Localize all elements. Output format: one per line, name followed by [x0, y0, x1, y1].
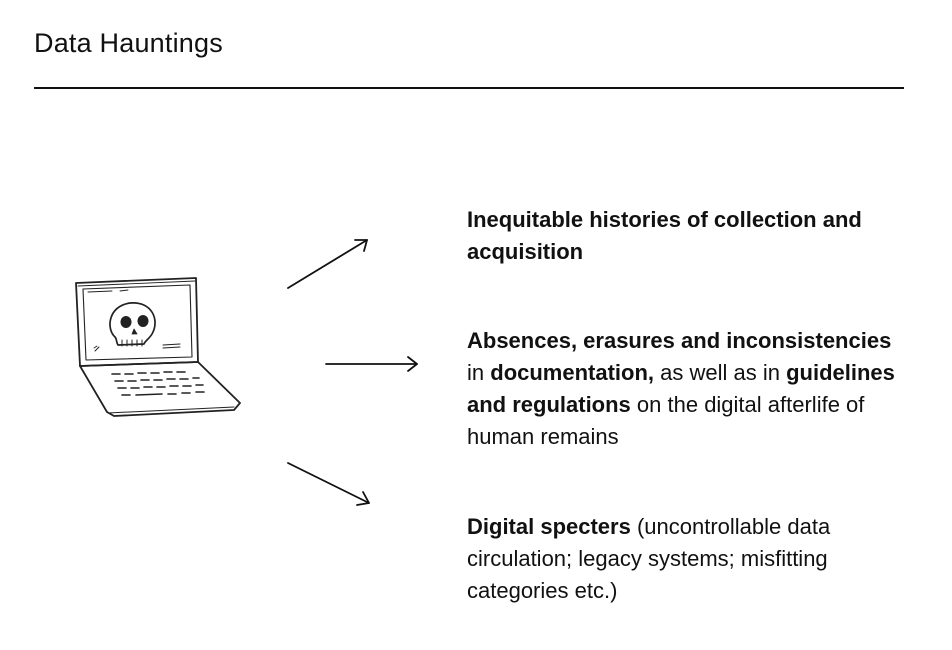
emphasis-text: documentation, — [490, 360, 655, 385]
body-text: as well as in — [654, 360, 787, 385]
page-title: Data Hauntings — [34, 28, 223, 58]
emphasis-text: Absences, erasures and inconsistencies — [467, 328, 892, 353]
emphasis-text: Inequitable histories of collection and acquisition — [467, 207, 862, 264]
emphasis-text: Digital specters — [467, 514, 631, 539]
body-text: on the digital afterlife of human remains — [467, 392, 865, 449]
point-digital-specters — [467, 511, 887, 607]
point-collection-histories — [467, 204, 887, 268]
arrow-icon — [326, 357, 417, 371]
arrow-icon — [288, 463, 369, 505]
arrow-icon — [288, 240, 367, 288]
laptop-with-skull-icon — [76, 278, 240, 416]
body-text: (uncontrollable data circulation; legacy systems; misfitting categories etc.) — [467, 514, 831, 603]
emphasis-text: guidelines and regulations — [467, 360, 895, 417]
body-text: in — [467, 360, 491, 385]
point-documentation-gaps — [467, 325, 907, 453]
